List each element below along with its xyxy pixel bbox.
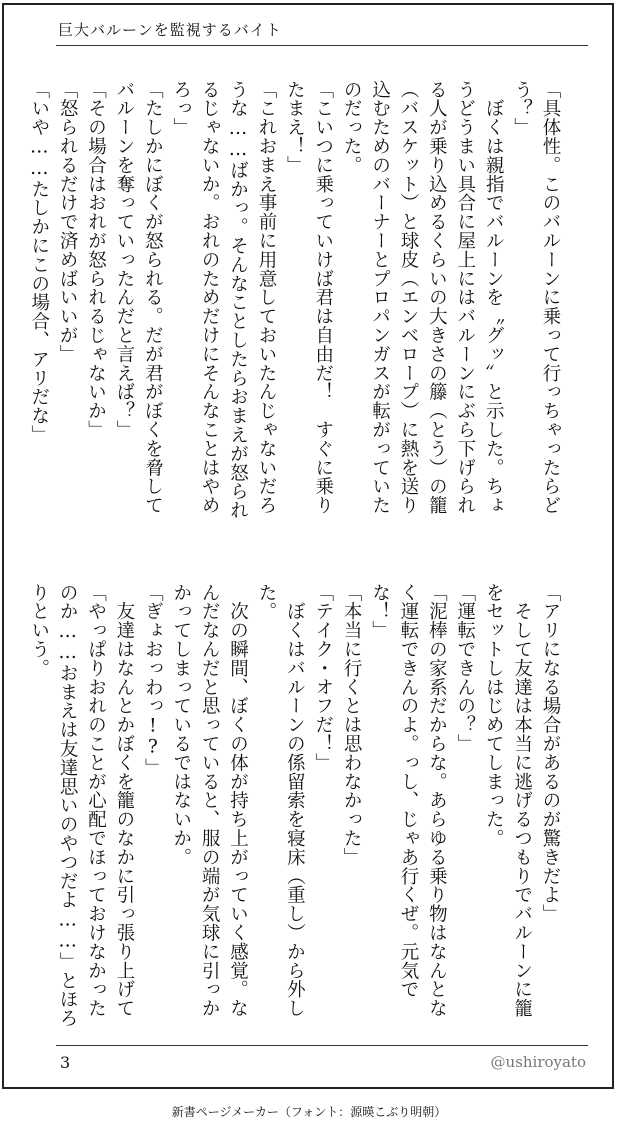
text-line: 「具体性。このバルーンに乗って行っちゃったらど — [540, 80, 561, 515]
generator-credit: 新書ページメーカー（フォント：源暎こぶり明朝） — [171, 1105, 447, 1119]
footer-rule — [56, 1045, 588, 1046]
text-line: りという。 — [28, 583, 50, 678]
text-line: そして友達は本当に逃げるつもりでバルーンに籠 — [511, 583, 533, 1018]
text-line: をセットしはじめてしまった。 — [483, 583, 505, 848]
text-line: 「こいつに乗っていけば君は自由だ！ すぐに乗り — [312, 80, 334, 515]
page-title: 巨大バルーンを監視するバイト — [58, 21, 282, 39]
text-line: 「テイク・オフだ！」 — [312, 583, 334, 772]
text-line: 「ぎょおっわっ!?」 — [142, 583, 164, 777]
text-line: 次の瞬間、ぼくの体が持ち上がっていく感覚。な — [227, 583, 249, 1018]
text-line: 「本当に行くとは思わなかった」 — [341, 583, 363, 867]
text-line: ろっ」 — [170, 80, 192, 137]
text-line: う？」 — [511, 80, 533, 137]
text-line: のか……おまえは友達思いのやつだよ……」とほろ — [57, 583, 79, 1028]
text-line: うな……ばかっ。そんなことしたらおまえが怒られ — [227, 80, 249, 520]
text-line: く運転できんのよ。っし、じゃあ行くぜ。元気で — [397, 583, 419, 999]
text-line: ぼくは親指でバルーンを〝グッ〟と示した。ちょ — [483, 80, 505, 515]
text-line: かってしまっているではないか。 — [170, 583, 192, 867]
text-line: る人が乗り込めるくらいの大きさの籐（とう）の籠 — [426, 80, 448, 515]
page-frame — [2, 3, 614, 1089]
text-line: 「いや……たしかにこの場合、アリだな」 — [28, 80, 50, 445]
text-line: 「たしかにぼくが怒られる。だが君がぼくを脅して — [142, 80, 164, 515]
text-line: （バスケット）と球皮（エンベロープ）に熱を送り — [397, 80, 419, 515]
text-line: 「運転できんの？」 — [454, 583, 476, 754]
text-line: た。 — [255, 583, 277, 621]
text-line: たまえ！」 — [284, 80, 306, 175]
page-number: 3 — [60, 1053, 71, 1072]
text-line: な！」 — [369, 583, 391, 640]
text-line: 「やっぱりおれのことが心配でほっておけなかった — [85, 583, 107, 1018]
upper-text-block — [24, 80, 564, 530]
lower-text-block — [24, 583, 564, 1028]
header-rule — [56, 45, 588, 46]
text-line: 「怒られるだけで済めばいいが」 — [57, 80, 79, 364]
text-line: るじゃないか。おれのためだけにそんなことはやめ — [199, 80, 221, 515]
text-line: うどうまい具合に屋上にはバルーンにぶら下げられ — [454, 80, 476, 515]
text-line: 「これおまえ事前に用意しておいたんじゃないだろ — [255, 80, 277, 515]
text-line: 「泥棒の家系だからな。あらゆる乗り物はなんとな — [426, 583, 448, 1018]
text-line: ぼくはバルーンの係留索を寝床（重し）から外し — [284, 583, 306, 1018]
text-line: 「その場合はおれが怒られるじゃないか」 — [85, 80, 107, 440]
text-line: んだなんだと思っていると、服の端が気球に引っか — [199, 583, 221, 1018]
text-line: 込むためのバーナーとプロパンガスが転がっていた — [369, 80, 391, 515]
text-line: 友達はなんとかぼくを籠のなかに引っ張り上げて — [113, 583, 135, 1018]
author-handle: @ushiroyato — [490, 1053, 586, 1071]
text-line: 「アリになる場合があるのが驚きだよ」 — [540, 583, 561, 924]
text-line: のだった。 — [341, 80, 363, 175]
text-line: バルーンを奪っていったんだと言えば？」 — [113, 80, 135, 440]
